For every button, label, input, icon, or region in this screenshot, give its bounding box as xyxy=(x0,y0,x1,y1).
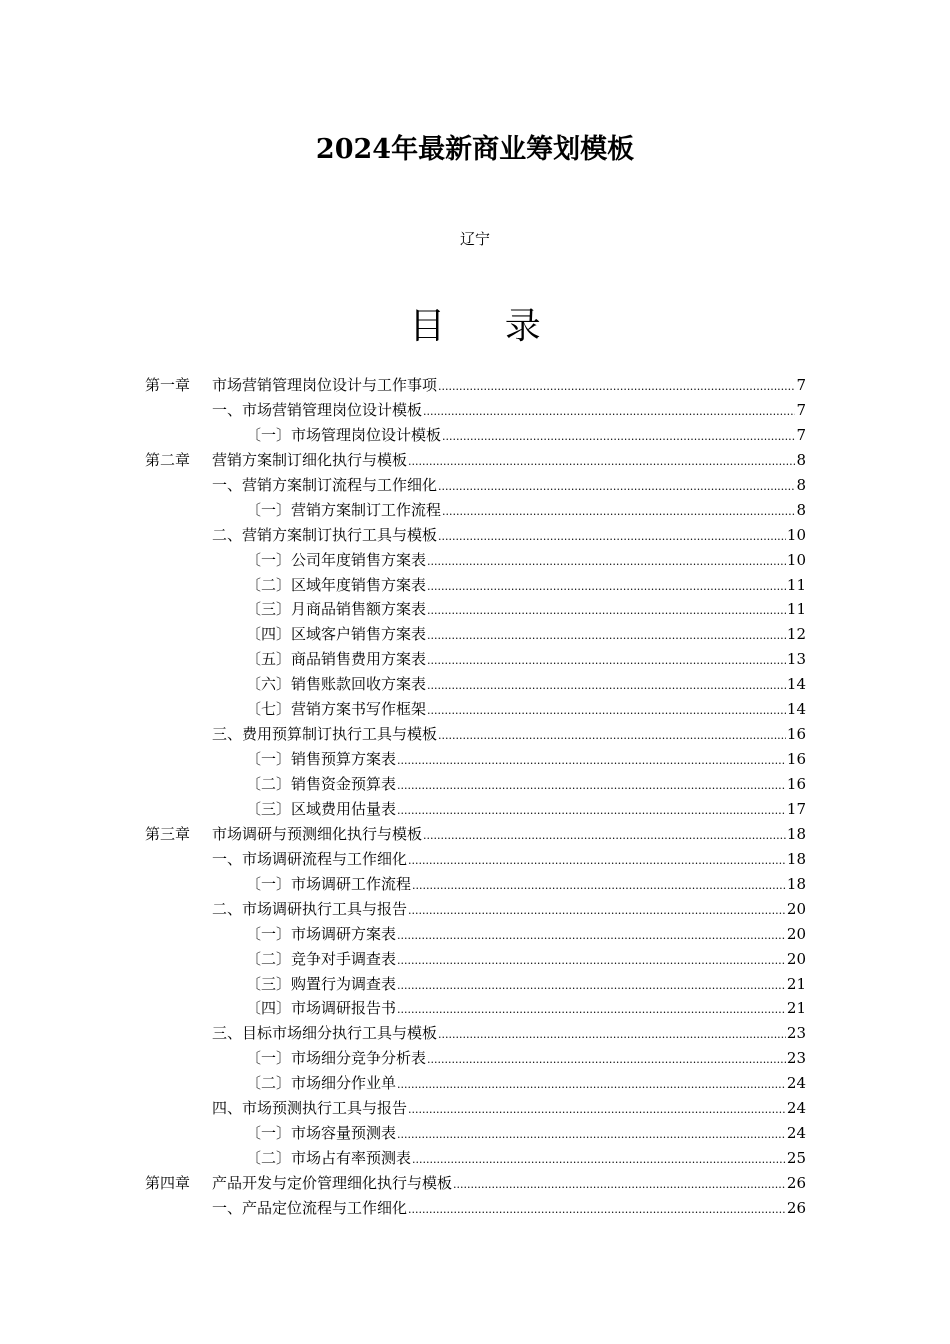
toc-entry-label: 〔三〕购置行为调查表 xyxy=(246,974,397,993)
toc-page-number: 23 xyxy=(786,1049,806,1068)
toc-entry[interactable] xyxy=(145,1196,806,1221)
toc-entry-label: 〔一〕市场调研工作流程 xyxy=(246,874,412,893)
toc-page-number: 18 xyxy=(786,849,806,868)
toc-entry-label: 一、市场营销管理岗位设计模板 xyxy=(212,400,423,419)
toc-dot-leader xyxy=(408,1196,786,1223)
toc-entry-label-wrap xyxy=(145,1021,437,1046)
toc-dot-leader xyxy=(397,1121,786,1148)
toc-entry-label: 〔一〕销售预算方案表 xyxy=(246,750,397,769)
toc-dot-leader xyxy=(427,672,786,699)
toc-entry-label-wrap xyxy=(145,548,426,573)
toc-entry[interactable] xyxy=(145,747,806,772)
toc-entry-label-wrap xyxy=(145,797,396,822)
toc-page-number: 11 xyxy=(786,600,806,619)
toc-entry[interactable] xyxy=(145,1146,806,1171)
toc-dot-leader xyxy=(397,1071,786,1098)
toc-page-number: 16 xyxy=(786,725,806,744)
toc-dot-leader xyxy=(438,523,786,550)
toc-dot-leader xyxy=(423,398,795,425)
toc-entry-label: 一、营销方案制订流程与工作细化 xyxy=(212,475,438,494)
toc-dot-leader xyxy=(408,897,786,924)
toc-entry[interactable] xyxy=(145,922,806,947)
document-subtitle: 辽宁 xyxy=(459,230,490,248)
toc-entry[interactable] xyxy=(145,772,806,797)
toc-page-number: 14 xyxy=(786,675,806,694)
toc-dot-leader xyxy=(427,622,786,649)
toc-entry-label-wrap xyxy=(145,672,426,697)
toc-entry-label: 〔二〕销售资金预算表 xyxy=(246,775,397,793)
toc-dot-leader xyxy=(453,1171,786,1198)
toc-entry[interactable] xyxy=(145,797,806,822)
toc-entry-label: 〔二〕区域年度销售方案表 xyxy=(246,575,427,594)
toc-entry-label: 〔二〕竞争对手调查表 xyxy=(246,949,397,968)
toc-entry-label-wrap xyxy=(145,1171,452,1196)
toc-entry[interactable] xyxy=(145,423,806,448)
toc-entry-label: 〔一〕公司年度销售方案表 xyxy=(246,550,427,569)
toc-entry[interactable] xyxy=(145,947,806,972)
toc-dot-leader xyxy=(397,996,786,1023)
toc-entry-label: 〔二〕市场细分作业单 xyxy=(246,1074,397,1093)
toc-entry-label-wrap xyxy=(145,872,411,897)
toc-entry[interactable] xyxy=(145,972,806,997)
toc-entry-label: 〔六〕销售账款回收方案表 xyxy=(246,675,427,694)
toc-entry[interactable] xyxy=(145,1096,806,1121)
toc-entry[interactable] xyxy=(145,672,806,697)
toc-entry-label-wrap xyxy=(145,597,426,622)
toc-entry-label: 三、费用预算制订执行工具与模板 xyxy=(212,725,438,744)
toc-entry[interactable] xyxy=(145,498,806,523)
toc-entry-label: 〔二〕市场占有率预测表 xyxy=(246,1149,412,1168)
toc-entry[interactable] xyxy=(145,847,806,872)
toc-entry-label-wrap xyxy=(145,1146,411,1171)
toc-dot-leader xyxy=(397,747,786,774)
toc-entry-label: 〔一〕营销方案制订工作流程 xyxy=(246,500,442,519)
toc-page-number: 8 xyxy=(796,475,806,494)
toc-entry[interactable] xyxy=(145,722,806,747)
toc-entry-label: 〔一〕市场细分竞争分析表 xyxy=(246,1049,427,1068)
toc-entry[interactable] xyxy=(145,548,806,573)
toc-entry-label-wrap xyxy=(145,473,437,498)
toc-entry[interactable] xyxy=(145,1071,806,1096)
toc-page-number: 21 xyxy=(786,974,806,993)
toc-page-number: 7 xyxy=(796,376,806,394)
table-of-contents xyxy=(145,373,806,1221)
toc-entry-label-wrap xyxy=(145,947,396,972)
document-title: 2024年最新商业筹划模板 xyxy=(315,134,635,165)
toc-page-number: 20 xyxy=(786,949,806,968)
toc-entry[interactable] xyxy=(145,373,806,398)
toc-entry-label-wrap xyxy=(145,1046,426,1071)
toc-dot-leader xyxy=(438,373,795,400)
toc-entry-label: 二、营销方案制订执行工具与模板 xyxy=(212,525,438,544)
toc-page-number: 21 xyxy=(786,999,806,1018)
toc-entry-label-wrap xyxy=(145,972,396,997)
toc-page-number: 8 xyxy=(796,450,806,469)
toc-entry[interactable] xyxy=(145,597,806,622)
toc-entry-label-wrap xyxy=(145,373,437,398)
toc-entry[interactable] xyxy=(145,573,806,598)
toc-page-number: 23 xyxy=(786,1024,806,1043)
toc-chapter-number: 第一章 xyxy=(145,376,191,394)
toc-entry-label-wrap xyxy=(145,498,441,523)
toc-entry-label: 二、市场调研执行工具与报告 xyxy=(212,899,408,918)
toc-dot-leader xyxy=(442,498,795,525)
toc-entry-label: 〔五〕商品销售费用方案表 xyxy=(246,650,427,669)
toc-dot-leader xyxy=(442,423,795,450)
toc-entry-label-wrap xyxy=(145,398,422,423)
toc-entry-label: 四、市场预测执行工具与报告 xyxy=(212,1099,408,1118)
toc-entry-label: 产品开发与定价管理细化执行与模板 xyxy=(212,1174,453,1192)
toc-entry-label: 〔一〕市场调研方案表 xyxy=(246,924,397,943)
toc-dot-leader xyxy=(423,822,786,849)
toc-entry-label-wrap xyxy=(145,647,426,672)
toc-entry-label: 〔三〕区域费用估量表 xyxy=(246,799,397,818)
toc-page-number: 14 xyxy=(786,700,806,719)
toc-dot-leader xyxy=(427,647,786,674)
toc-entry-label: 〔一〕市场管理岗位设计模板 xyxy=(246,425,442,444)
toc-entry-label-wrap xyxy=(145,1096,407,1121)
toc-dot-leader xyxy=(412,1146,786,1173)
toc-entry[interactable] xyxy=(145,523,806,548)
toc-dot-leader xyxy=(397,947,786,974)
toc-entry-label: 一、市场调研流程与工作细化 xyxy=(212,849,408,868)
toc-page-number: 10 xyxy=(786,550,806,569)
toc-entry[interactable] xyxy=(145,1046,806,1071)
toc-dot-leader xyxy=(412,872,786,899)
toc-entry-label-wrap xyxy=(145,523,437,548)
toc-entry-label-wrap xyxy=(145,747,396,772)
toc-page-number: 20 xyxy=(786,924,806,943)
toc-entry-label-wrap xyxy=(145,996,396,1021)
toc-chapter-number: 第三章 xyxy=(145,824,191,843)
toc-dot-leader xyxy=(427,1046,786,1073)
toc-entry-label: 〔三〕月商品销售额方案表 xyxy=(246,600,427,619)
toc-page-number: 8 xyxy=(796,500,806,519)
toc-entry-label: 市场调研与预测细化执行与模板 xyxy=(212,824,423,843)
toc-entry-label-wrap xyxy=(145,1196,407,1221)
toc-page-number: 20 xyxy=(786,899,806,918)
toc-chapter-number: 第二章 xyxy=(145,450,191,469)
toc-entry[interactable] xyxy=(145,647,806,672)
toc-dot-leader xyxy=(408,1096,786,1123)
toc-entry[interactable] xyxy=(145,872,806,897)
toc-entry-label: 〔四〕区域客户销售方案表 xyxy=(246,625,427,644)
toc-entry[interactable] xyxy=(145,1171,806,1196)
toc-entry-label: 一、产品定位流程与工作细化 xyxy=(212,1198,408,1217)
toc-dot-leader xyxy=(397,797,786,824)
toc-page-number: 26 xyxy=(786,1198,806,1217)
toc-chapter-number: 第四章 xyxy=(145,1174,191,1192)
toc-page-number: 13 xyxy=(786,650,806,669)
toc-page-number: 16 xyxy=(786,750,806,769)
toc-page-number: 11 xyxy=(786,575,806,594)
toc-entry-label-wrap xyxy=(145,722,437,747)
toc-entry-label: 〔四〕市场调研报告书 xyxy=(246,999,397,1018)
toc-entry-label: 营销方案制订细化执行与模板 xyxy=(212,450,408,469)
toc-page-number: 18 xyxy=(786,824,806,843)
toc-dot-leader xyxy=(408,847,786,874)
toc-dot-leader xyxy=(427,573,786,600)
toc-entry-label-wrap xyxy=(145,847,407,872)
toc-entry[interactable] xyxy=(145,822,806,847)
toc-page-number: 25 xyxy=(786,1149,806,1168)
toc-page-number: 10 xyxy=(786,525,806,544)
toc-page-number: 17 xyxy=(786,799,806,818)
toc-dot-leader xyxy=(438,473,795,500)
toc-page-number: 12 xyxy=(786,625,806,644)
toc-page-number: 7 xyxy=(796,400,806,419)
toc-entry[interactable] xyxy=(145,1121,806,1146)
toc-dot-leader xyxy=(397,772,786,799)
toc-page-number: 24 xyxy=(786,1099,806,1118)
toc-entry[interactable] xyxy=(145,996,806,1021)
toc-dot-leader xyxy=(408,448,795,475)
toc-entry-label-wrap xyxy=(145,822,422,847)
toc-entry-label: 三、目标市场细分执行工具与模板 xyxy=(212,1024,438,1043)
toc-entry-label-wrap xyxy=(145,922,396,947)
toc-page-number: 16 xyxy=(786,775,806,793)
toc-dot-leader xyxy=(438,1021,786,1048)
toc-page-number: 24 xyxy=(786,1124,806,1143)
toc-page-number: 24 xyxy=(786,1074,806,1093)
toc-entry-label-wrap xyxy=(145,573,426,598)
toc-entry-label-wrap xyxy=(145,697,426,722)
toc-entry[interactable] xyxy=(145,897,806,922)
toc-heading: 目 录 xyxy=(409,306,565,347)
toc-dot-leader xyxy=(427,697,786,724)
toc-dot-leader xyxy=(397,972,786,999)
toc-entry-label-wrap xyxy=(145,448,407,473)
toc-entry-label-wrap xyxy=(145,772,396,797)
toc-entry-label-wrap xyxy=(145,622,426,647)
toc-page-number: 7 xyxy=(796,425,806,444)
toc-page-number: 18 xyxy=(786,874,806,893)
toc-entry[interactable] xyxy=(145,398,806,423)
toc-entry-label: 市场营销管理岗位设计与工作事项 xyxy=(212,376,438,394)
toc-entry[interactable] xyxy=(145,697,806,722)
toc-dot-leader xyxy=(427,548,786,575)
toc-entry-label-wrap xyxy=(145,423,441,448)
toc-entry[interactable] xyxy=(145,1021,806,1046)
toc-page-number: 26 xyxy=(786,1174,806,1192)
toc-entry-label-wrap xyxy=(145,1121,396,1146)
toc-entry-label: 〔七〕营销方案书写作框架 xyxy=(246,700,427,719)
toc-entry-label: 〔一〕市场容量预测表 xyxy=(246,1124,397,1143)
toc-entry[interactable] xyxy=(145,473,806,498)
toc-entry[interactable] xyxy=(145,448,806,473)
toc-dot-leader xyxy=(427,597,786,624)
toc-entry[interactable] xyxy=(145,622,806,647)
toc-dot-leader xyxy=(438,722,786,749)
toc-entry-label-wrap xyxy=(145,1071,396,1096)
toc-entry-label-wrap xyxy=(145,897,407,922)
toc-dot-leader xyxy=(397,922,786,949)
